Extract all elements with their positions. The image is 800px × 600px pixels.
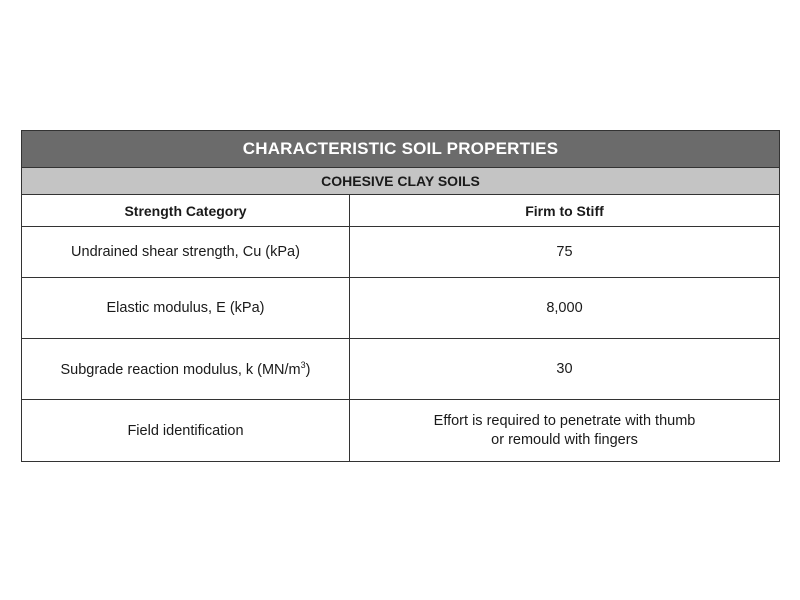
table-subtitle-row	[22, 168, 780, 195]
table-row	[22, 227, 780, 278]
row-label-subgrade-reaction-modulus	[22, 339, 350, 400]
table-row	[22, 278, 780, 339]
column-header-firm-to-stiff: Firm to Stiff	[350, 195, 780, 227]
field-identification-line-1: Effort is required to penetrate with thumb	[433, 412, 696, 429]
table-row	[22, 400, 780, 462]
table-title: CHARACTERISTIC SOIL PROPERTIES	[22, 131, 780, 168]
label-prefix: Subgrade reaction modulus, k (MN/m	[60, 361, 301, 378]
row-value-field-identification	[350, 400, 780, 462]
row-label-field-identification: Field identification	[22, 400, 350, 462]
field-identification-line-2: or remould with fingers	[491, 431, 638, 448]
column-header-strength-category: Strength Category	[22, 195, 350, 227]
table-subtitle: COHESIVE CLAY SOILS	[22, 168, 780, 195]
label-superscript: 3	[300, 360, 306, 371]
soil-properties-table	[21, 130, 780, 462]
row-value-undrained-shear-strength: 75	[350, 227, 780, 278]
table-header-row	[22, 195, 780, 227]
row-label-undrained-shear-strength: Undrained shear strength, Cu (kPa)	[22, 227, 350, 278]
row-value-subgrade-reaction-modulus: 30	[350, 339, 780, 400]
label-suffix: )	[305, 361, 311, 378]
row-value-elastic-modulus: 8,000	[350, 278, 780, 339]
table-row	[22, 339, 780, 400]
row-label-elastic-modulus: Elastic modulus, E (kPa)	[22, 278, 350, 339]
table-title-row	[22, 131, 780, 168]
